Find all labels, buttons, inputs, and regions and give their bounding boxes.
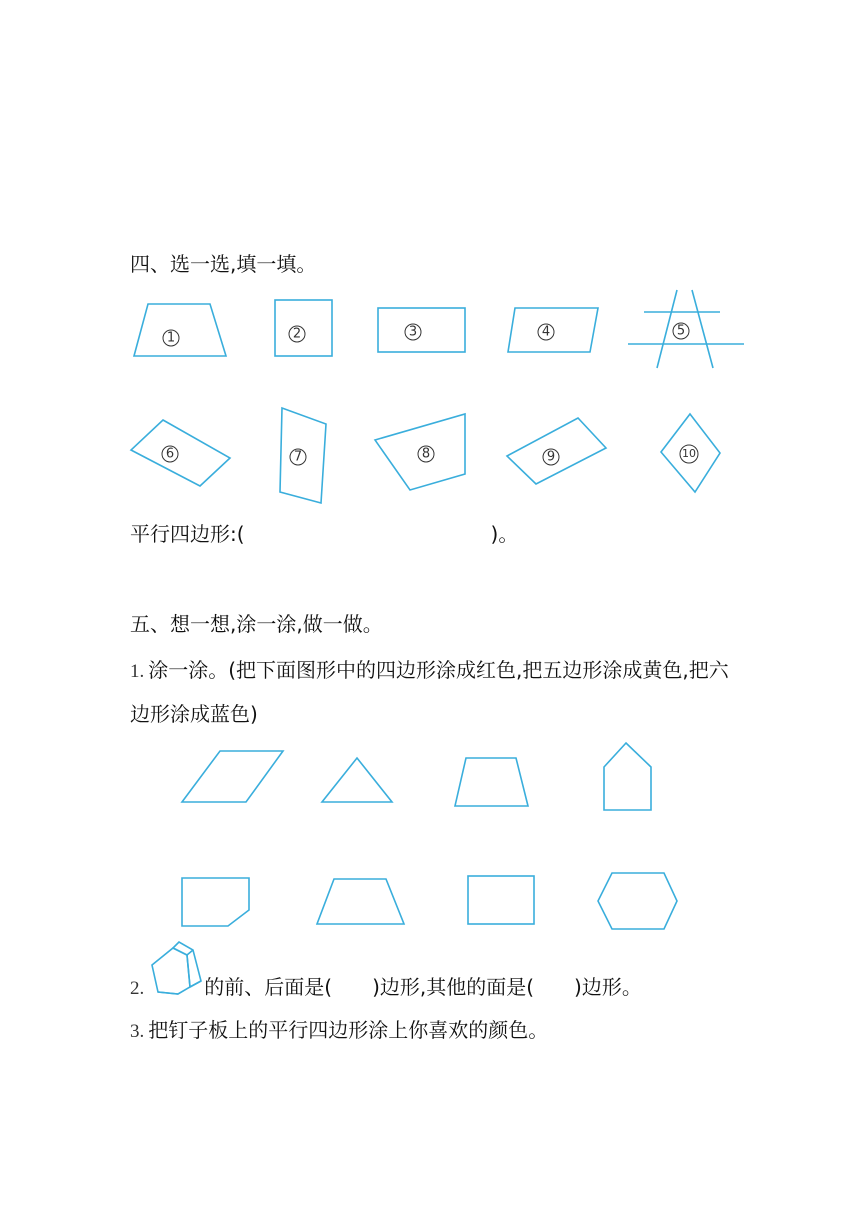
color-shape-pentagon-house[interactable]: [604, 743, 651, 810]
shape-5-label: 5: [676, 323, 686, 339]
shape-10-rhombus: [661, 414, 720, 492]
color-shape-trapezoid-2[interactable]: [317, 879, 404, 924]
color-shape-cut-rectangle-pentagon[interactable]: [182, 878, 249, 926]
shape-6-label: 6: [165, 446, 175, 462]
shape-7-quadrilateral: [280, 408, 326, 503]
shape-10-label: 10: [682, 447, 696, 460]
shape-9-parallelogram: [507, 418, 606, 484]
shape-4-label: 4: [541, 324, 551, 340]
color-shape-parallelogram[interactable]: [182, 751, 283, 802]
color-shape-triangle[interactable]: [322, 758, 392, 802]
question3-text: 把钉子板上的平行四边形涂上你喜欢的颜色。: [148, 1018, 549, 1042]
shape-3-rectangle: [378, 308, 465, 352]
question2-number: 2.: [130, 978, 145, 999]
question1-text-line1: 涂一涂。(把下面图形中的四边形涂成红色,把五边形涂成黄色,把六: [148, 658, 729, 682]
question2-part3: )边形。: [574, 975, 642, 999]
shape-2-square: [275, 300, 332, 356]
shape-6-parallelogram: [131, 420, 230, 486]
question3-number: 3.: [130, 1021, 145, 1042]
shape-7-label: 7: [293, 449, 303, 465]
shape-9-label: 9: [546, 449, 556, 465]
question2-part2: )边形,其他的面是(: [372, 975, 535, 999]
shape-3-label: 3: [408, 324, 418, 340]
question1-line2: 边形涂成蓝色): [130, 702, 258, 726]
shape-4-parallelogram: [508, 308, 598, 352]
shape-5-crossing-lines: [628, 290, 744, 368]
pentagonal-prism-figure: [152, 942, 201, 994]
section5-heading: 五、想一想,涂一涂,做一做。: [130, 612, 383, 636]
shape-1-label: 1: [166, 330, 176, 346]
color-shape-trapezoid[interactable]: [455, 758, 528, 806]
shape-2-label: 2: [292, 326, 302, 342]
color-shape-hexagon[interactable]: [598, 873, 677, 929]
color-shape-rectangle[interactable]: [468, 876, 534, 924]
answer-suffix: )。: [490, 522, 519, 546]
shape-8-label: 8: [421, 446, 431, 462]
shape-8-trapezoid: [375, 414, 465, 490]
section4-heading: 四、选一选,填一填。: [130, 252, 317, 276]
shape-1-trapezoid: [134, 304, 226, 356]
answer-prefix: 平行四边形:(: [130, 522, 245, 546]
question2-part1: 的前、后面是(: [204, 975, 333, 999]
question1-number: 1.: [130, 661, 145, 682]
